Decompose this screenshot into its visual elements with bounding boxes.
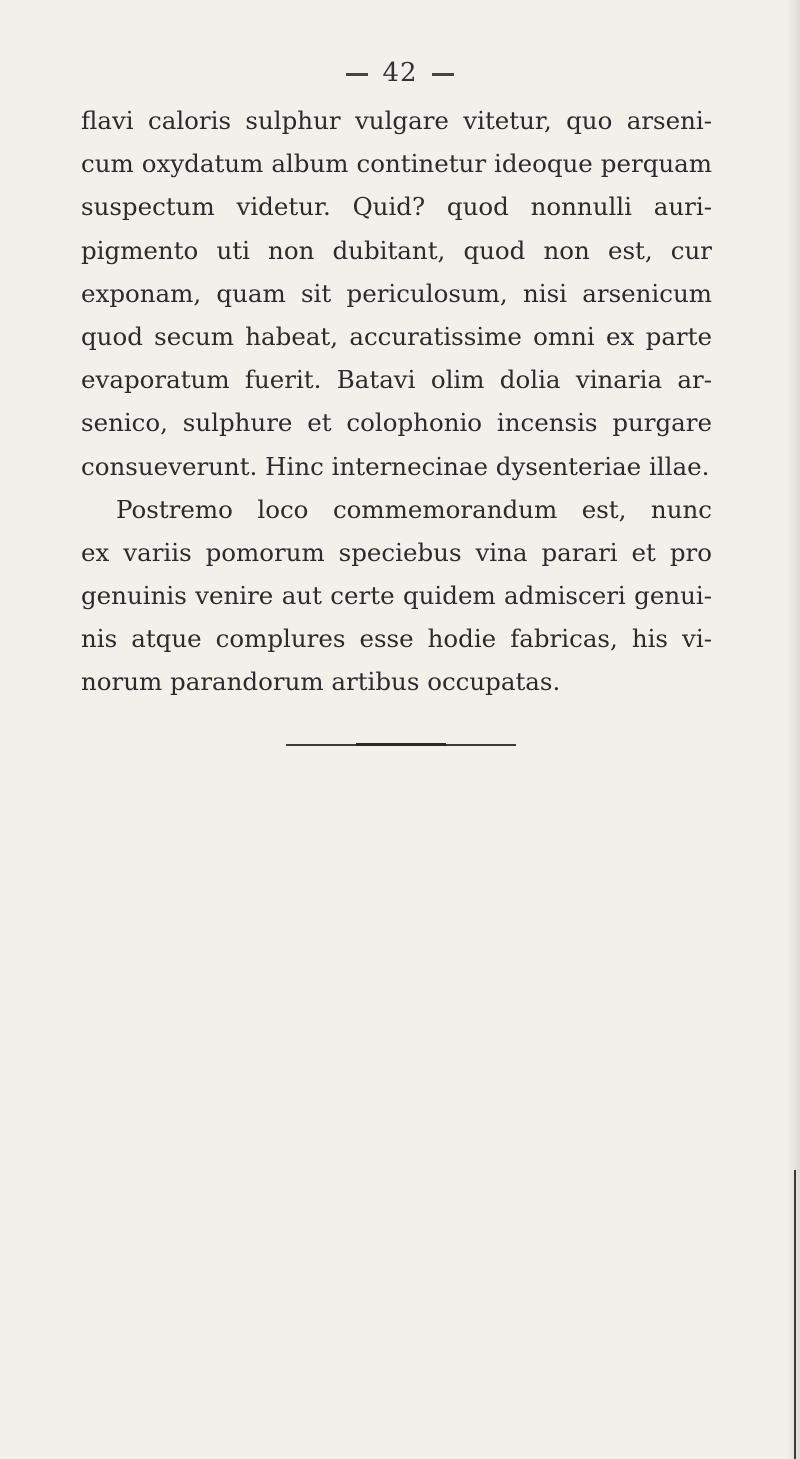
section-divider-rule (286, 744, 516, 746)
text-line: norum parandorum artibus occupatas. (81, 667, 561, 697)
text-line: nis atque complures esse hodie fabricas, his vi- (81, 624, 712, 654)
text-line: genuinis venire aut certe quidem admisceri genui- (81, 581, 712, 611)
text-line: flavi caloris sulphur vulgare vitetur, quo arseni- (81, 106, 712, 135)
text-line: ex variis pomorum speciebus vina parari et pro (81, 537, 712, 567)
body-text (81, 99, 712, 704)
text-line: pigmento uti non dubitant, quod non est, cur (81, 235, 712, 265)
text-line: senico, sulphure et colophonio incensis purgare (81, 408, 712, 438)
page-edge-line (794, 1170, 796, 1459)
text-line: suspectum videtur. Quid? quod nonnulli auri- (81, 192, 712, 222)
text-line: consueverunt. Hinc internecinae dysenteriae illae. (81, 451, 710, 481)
text-line: quod secum habeat, accuratissime omni ex parte (81, 321, 712, 351)
text-line: cum oxydatum album continetur ideoque perquam (81, 149, 712, 179)
page-edge-shadow (786, 0, 800, 1459)
text-line: exponam, quam sit periculosum, nisi arsenicum (81, 278, 712, 308)
text-line: evaporatum fuerit. Batavi olim dolia vinaria ar- (81, 365, 712, 395)
header-dash-right (432, 73, 454, 76)
page-header (0, 58, 800, 88)
header-dash-left (346, 73, 368, 76)
text-line: Postremo loco commemorandum est, nunc (116, 494, 712, 524)
page-number: 42 (382, 58, 418, 88)
